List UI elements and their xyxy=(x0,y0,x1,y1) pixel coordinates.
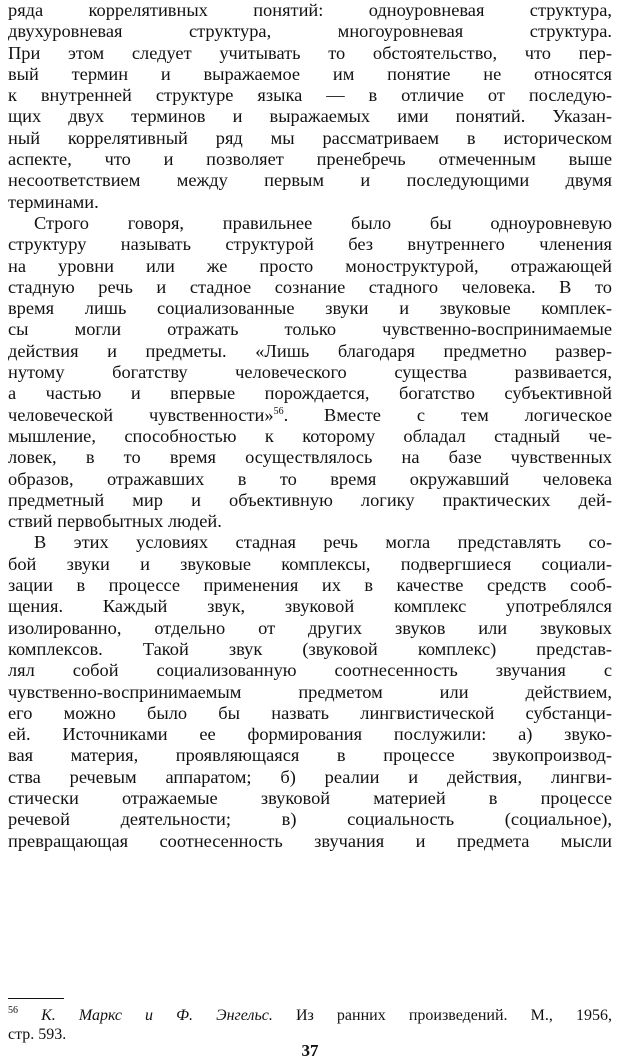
text-line: на уровни или же просто моноструктурой, отражающей xyxy=(8,255,612,276)
text-line: чувственно-воспринимаемым предметом или действием, xyxy=(8,681,612,702)
text-line: лял собой социализованную соотнесенность звучания с xyxy=(8,660,612,681)
page-number: 37 xyxy=(301,1041,319,1060)
text-line: нутому богатству человеческого существа развивается, xyxy=(8,362,612,383)
footnote-author: К. Маркс и Ф. Энгельс. xyxy=(41,1007,273,1024)
text-line: речевой деятельности; в) социальность (социальное), xyxy=(8,809,612,830)
footnote-line xyxy=(8,1006,612,1025)
text-line: В этих условиях стадная речь могла представлять со- xyxy=(34,532,612,553)
text-line: структуру называть структурой без внутреннего членения xyxy=(8,234,612,255)
text-line: изолированно, отдельно от других звуков или звуковых xyxy=(8,617,612,638)
text-line: предметный мир и объективную логику практических дей- xyxy=(8,489,612,510)
footnote-marker: 56 xyxy=(8,1005,18,1016)
text-line: несоответствием между первым и последующими двумя xyxy=(8,170,612,191)
text-line: щих двух терминов и выражаемых ими понятий. Указан- xyxy=(8,106,612,127)
text-line: мышление, способностью к которому обладал стадный че- xyxy=(8,425,612,446)
footnote-separator xyxy=(8,998,64,999)
body-text xyxy=(8,0,612,852)
text-line: вый термин и выражаемое им понятие не относятся xyxy=(8,63,612,84)
text-line: ства речевым аппаратом; б) реалии и действия, лингви- xyxy=(8,766,612,787)
text-line: образов, отражавших в то время окружавший человека xyxy=(8,468,612,489)
footnote-reference: 56 xyxy=(273,405,284,417)
text-line: его можно было бы назвать лингвистической субстанци- xyxy=(8,702,612,723)
text-line: ный коррелятивный ряд мы рассматриваем в историческом xyxy=(8,127,612,148)
text-line xyxy=(8,405,612,426)
text-segment: . Вместе с тем логическое xyxy=(283,404,612,425)
text-line: сы могли отражать только чувственно-воспринимаемые xyxy=(8,319,612,340)
text-line: вая материя, проявляющаяся в процессе звукопроизвод- xyxy=(8,745,612,766)
footnote-source: Из ранних произведений. М., 1956, xyxy=(295,1007,613,1024)
footnote-line: стр. 593. xyxy=(8,1026,67,1043)
text-line: стадную речь и стадное сознание стадного человека. В то xyxy=(8,276,612,297)
text-line: превращающая соотнесенность звучания и предмета мысли xyxy=(8,830,612,851)
footnote xyxy=(8,1006,612,1044)
text-line: ловек, в то время осуществлялось на базе чувственных xyxy=(8,447,612,468)
text-line: При этом следует учитывать то обстоятельство, что пер- xyxy=(8,42,612,63)
text-line: терминами. xyxy=(8,191,99,212)
text-line: ей. Источниками ее формирования послужили: а) звуко- xyxy=(8,724,612,745)
text-line: действия и предметы. «Лишь благодаря предметно развер- xyxy=(8,340,612,361)
text-line: двухуровневая структура, многоуровневая структура. xyxy=(8,21,612,42)
text-line: Строго говоря, правильнее было бы одноуровневую xyxy=(34,212,612,233)
text-segment: человеческой чувственности» xyxy=(8,404,274,425)
text-line: зации в процессе применения их в качестве средств сооб- xyxy=(8,575,612,596)
text-line: щения. Каждый звук, звуковой комплекс употреблялся xyxy=(8,596,612,617)
text-line: ряда коррелятивных понятий: одноуровневая структура, xyxy=(8,0,612,20)
text-line: комплексов. Такой звук (звуковой комплекс) представ- xyxy=(8,638,612,659)
text-line: а частью и впервые порождается, богатство субъективной xyxy=(8,383,612,404)
text-line: к внутренней структуре языка — в отличие от последую- xyxy=(8,85,612,106)
text-line: стически отражаемые звуковой материей в процессе xyxy=(8,787,612,808)
text-line: ствий первобытных людей. xyxy=(8,511,222,532)
text-line: бой звуки и звуковые комплексы, подвергшиеся социали- xyxy=(8,553,612,574)
text-line: время лишь социализованные звуки и звуковые комплек- xyxy=(8,298,612,319)
text-line: аспекте, что и позволяет пренебречь отмеченным выше xyxy=(8,149,612,170)
